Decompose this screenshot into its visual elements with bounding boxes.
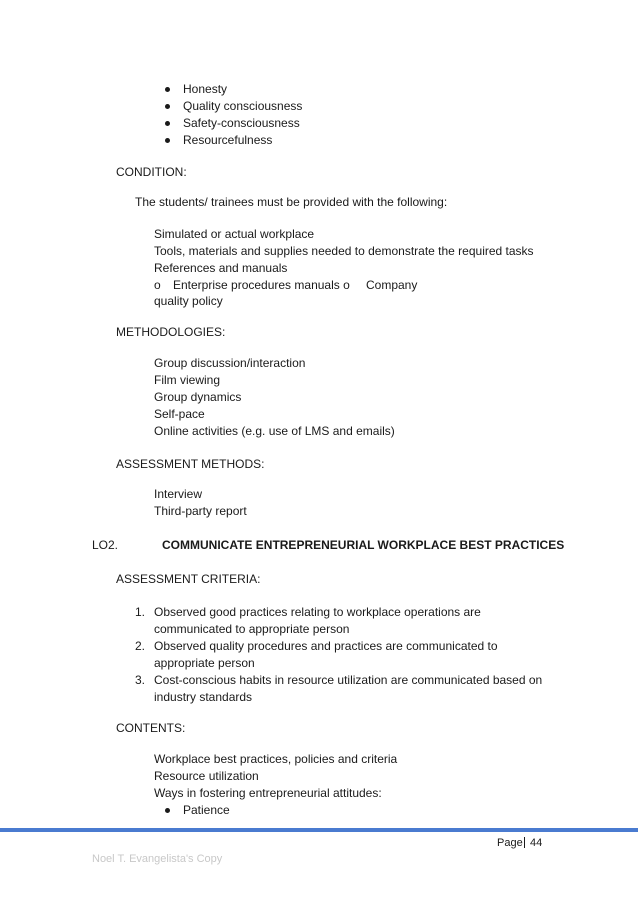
contents-item: Resource utilization	[154, 769, 259, 783]
methodologies-heading: METHODOLOGIES:	[116, 325, 226, 339]
criteria-item: Cost-conscious habits in resource utilization are communicated based on	[154, 673, 543, 687]
bullet-icon	[165, 121, 170, 126]
page-separator	[524, 837, 525, 848]
page-number: 44	[530, 837, 543, 849]
assessment-criteria-heading: ASSESSMENT CRITERIA:	[116, 572, 261, 586]
criteria-item: industry standards	[154, 690, 253, 704]
criteria-item: appropriate person	[154, 656, 255, 670]
contents-heading: CONTENTS:	[116, 721, 186, 735]
condition-heading: CONDITION:	[116, 165, 187, 179]
criteria-item: Observed good practices relating to workplace operations are	[154, 605, 481, 619]
methodology-item: Film viewing	[154, 373, 221, 387]
bullet-icon	[165, 808, 170, 813]
methodology-item: Online activities (e.g. use of LMS and emails)	[154, 424, 395, 438]
condition-item: Simulated or actual workplace	[154, 227, 315, 241]
page-label: Page	[497, 837, 523, 849]
contents-bullet-item: Patience	[183, 803, 230, 817]
methodology-item: Group discussion/interaction	[154, 356, 306, 370]
criteria-number: 2.	[135, 639, 146, 653]
list-item: Honesty	[183, 82, 228, 96]
list-item: Safety-consciousness	[183, 116, 300, 130]
copy-watermark: Noel T. Evangelista's Copy	[92, 853, 223, 865]
lo2-title: COMMUNICATE ENTREPRENEURIAL WORKPLACE BEST PRACTICES	[162, 538, 565, 552]
bullet-icon	[165, 87, 170, 92]
condition-sub-item: quality policy	[154, 294, 223, 308]
criteria-item: communicated to appropriate person	[154, 622, 350, 636]
contents-item: Ways in fostering entrepreneurial attitudes:	[154, 786, 382, 800]
condition-item: References and manuals	[154, 261, 288, 275]
list-item: Resourcefulness	[183, 133, 273, 147]
condition-item: Tools, materials and supplies needed to demonstrate the required tasks	[154, 244, 534, 258]
methodology-item: Group dynamics	[154, 390, 242, 404]
criteria-number: 3.	[135, 673, 146, 687]
sub-item-marker: o	[154, 278, 161, 292]
criteria-number: 1.	[135, 605, 146, 619]
condition-sub-item: Enterprise procedures manuals o	[173, 278, 350, 292]
criteria-item: Observed quality procedures and practices are communicated to	[154, 639, 498, 653]
assessment-method-item: Third-party report	[154, 504, 247, 518]
footer-rule	[0, 828, 638, 832]
condition-intro: The students/ trainees must be provided with the following:	[135, 195, 448, 209]
methodology-item: Self-pace	[154, 407, 205, 421]
condition-sub-item: Company	[366, 278, 418, 292]
assessment-methods-heading: ASSESSMENT METHODS:	[116, 457, 265, 471]
lo2-code: LO2.	[92, 538, 119, 552]
bullet-icon	[165, 104, 170, 109]
list-item: Quality consciousness	[183, 99, 303, 113]
contents-item: Workplace best practices, policies and criteria	[154, 752, 398, 766]
bullet-icon	[165, 138, 170, 143]
assessment-method-item: Interview	[154, 487, 203, 501]
